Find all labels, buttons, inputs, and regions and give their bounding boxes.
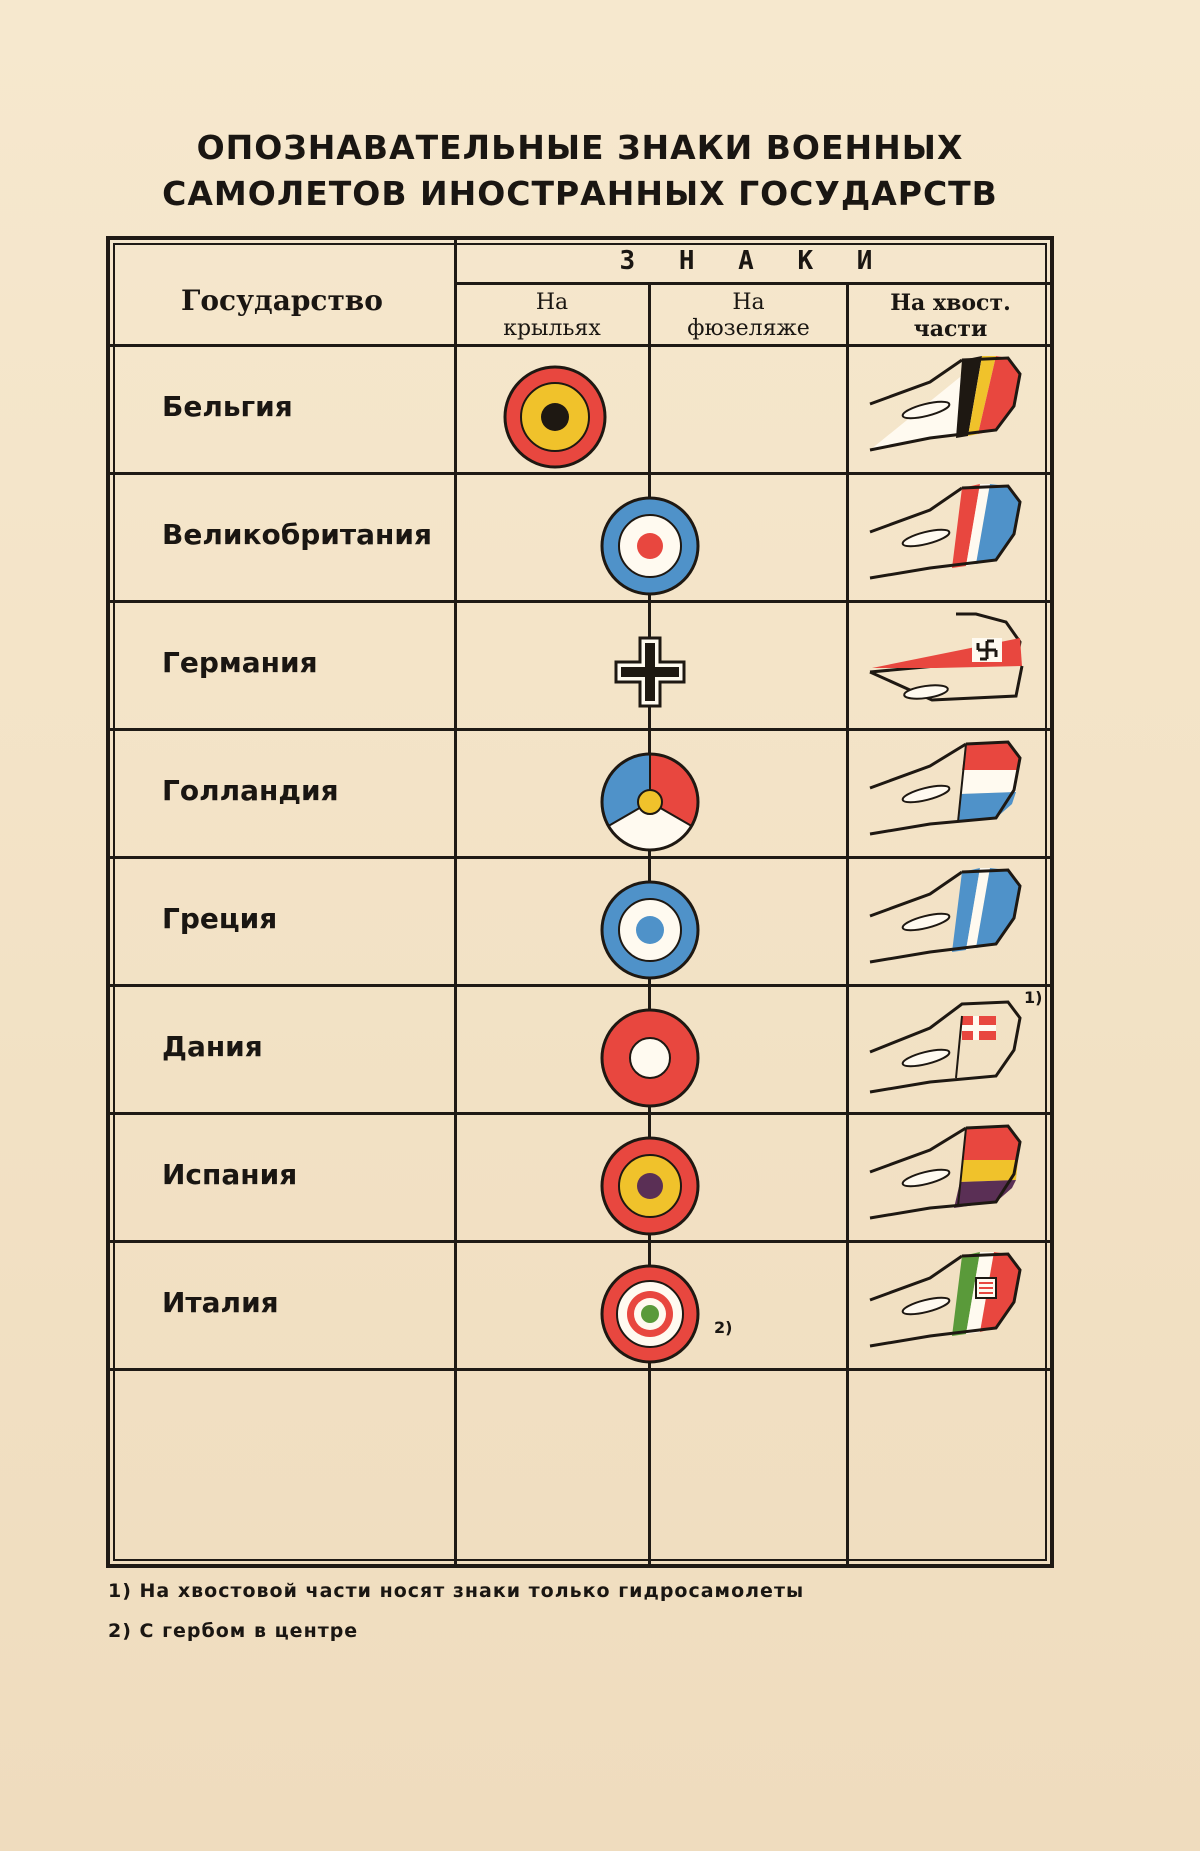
title-line-1: ОПОЗНАВАТЕЛЬНЫЕ ЗНАКИ ВОЕННЫХ [196, 128, 964, 167]
country-holland: Голландия [162, 774, 339, 807]
header-state: Государство [181, 284, 383, 317]
row-line [110, 1240, 1052, 1243]
italy-footnote-mark: 2) [714, 1318, 733, 1337]
tail-holland-icon [866, 736, 1036, 846]
country-germany: Германия [162, 646, 318, 679]
row-line [110, 1368, 1052, 1371]
header-wings-line2: крыльях [503, 316, 601, 341]
tail-italy-icon [866, 1248, 1036, 1358]
country-great-britain: Великобритания [162, 518, 432, 551]
footnote-1: 1) На хвостовой части носят знаки только гидросамолеты [108, 1580, 805, 1602]
page-title [0, 125, 1160, 217]
footnote-2: 2) С гербом в центре [108, 1620, 359, 1642]
row-line [110, 1112, 1052, 1115]
country-italy: Италия [162, 1286, 279, 1319]
header-bottom-line [110, 344, 1052, 347]
row-line [110, 472, 1052, 475]
col-line-fuselage [846, 282, 849, 1566]
roundel-denmark-icon [598, 1006, 702, 1110]
denmark-footnote-mark: 1) [1024, 988, 1043, 1007]
roundel-holland-icon [598, 750, 702, 854]
row-line [110, 728, 1052, 731]
country-greece: Греция [162, 902, 278, 935]
header-tail-line2: части [913, 316, 988, 342]
roundel-belgium-icon [500, 362, 610, 472]
insignia-table [106, 236, 1054, 1568]
col-line-state [454, 240, 457, 1566]
tail-greece-icon [866, 864, 1036, 974]
header-wings [456, 290, 648, 342]
roundel-italy-icon [598, 1262, 702, 1366]
tail-denmark-icon [866, 992, 1036, 1102]
tail-britain-icon [866, 480, 1036, 590]
tail-belgium-icon [866, 352, 1036, 462]
title-line-2: САМОЛЕТОВ ИНОСТРАННЫХ ГОСУДАРСТВ [162, 174, 998, 213]
country-denmark: Дания [162, 1030, 263, 1063]
header-subline [454, 282, 1050, 285]
header-wings-line1: На [535, 290, 569, 315]
row-line [110, 600, 1052, 603]
roundel-britain-icon [598, 494, 702, 598]
row-line [110, 856, 1052, 859]
header-fuselage [651, 290, 846, 342]
header-tail-line1: На хвост. [890, 290, 1011, 316]
roundel-spain-icon [598, 1134, 702, 1238]
header-tail [849, 290, 1052, 342]
country-belgium: Бельгия [162, 390, 293, 423]
tail-germany-icon [866, 608, 1036, 718]
header-signs: З Н А К И [619, 246, 887, 276]
row-line [110, 984, 1052, 987]
cross-germany-icon [608, 630, 692, 714]
country-spain: Испания [162, 1158, 298, 1191]
tail-spain-icon [866, 1120, 1036, 1230]
roundel-greece-icon [598, 878, 702, 982]
header-fuselage-line2: фюзеляже [687, 316, 810, 341]
header-fuselage-line1: На [732, 290, 765, 315]
